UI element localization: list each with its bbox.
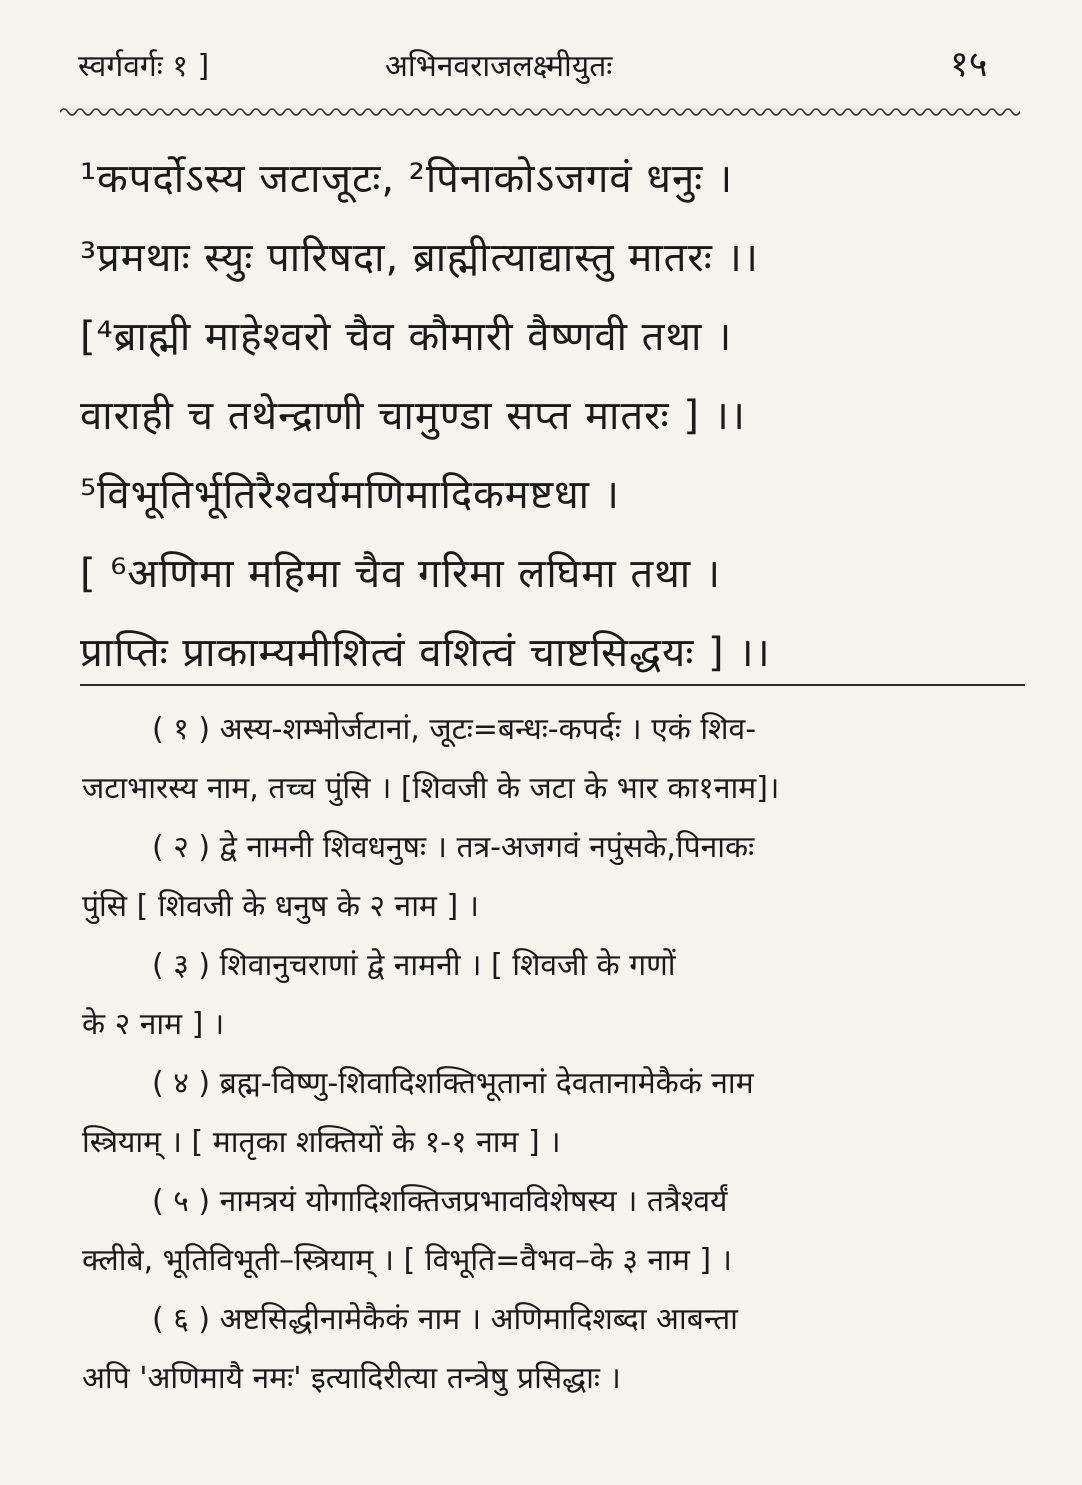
note-line: ( ३ ) शिवानुचराणां द्वे नामनी । [ शिवजी के गणों — [152, 948, 676, 983]
section-label: स्वर्गवर्गः १ ] — [78, 49, 210, 84]
note-line: ( ६ ) अष्टसिद्धीनामेकैकं नाम । अणिमादिशब्दा आबन्ता — [152, 1302, 738, 1337]
verse-line: [ ⁶अणिमा महिमा चैव गरिमा लघिमा तथा । — [80, 551, 722, 597]
note-line: क्लीबे, भूतिविभूती–स्त्रियाम् । [ विभूति=वैभव–के ३ नाम ] । — [82, 1243, 733, 1278]
verse-line: ³प्रमथाः स्युः पारिषदा, ब्राह्मीत्याद्यास्तु मातरः ।। — [80, 235, 759, 281]
verse-line: प्राप्तिः प्राकाम्यमीशित्वं वशित्वं चाष्टसिद्धयः ] ।। — [80, 630, 771, 676]
note-line: ( ५ ) नामत्रयं योगादिशक्तिजप्रभावविशेषस्य । तत्रैश्वर्यं — [152, 1184, 728, 1219]
note-line: ( १ ) अस्य-शम्भोर्जटानां, जूटः=बन्धः-कपर्दः । एकं शिव- — [152, 712, 757, 747]
note-line: पुंसि [ शिवजी के धनुष के २ नाम ] । — [82, 889, 480, 924]
verse-line: [⁴ब्राह्मी माहेश्वरो चैव कौमारी वैष्णवी तथा । — [80, 314, 733, 360]
page-header — [0, 38, 1082, 98]
verse-line: ¹कपर्दोऽस्य जटाजूटः, ²पिनाकोऽजगवं धनुः । — [80, 156, 734, 202]
verse-line: ⁵विभूतिर्भूतिरैश्वर्यमणिमादिकमष्टधा । — [80, 472, 620, 518]
running-title: अभिनवराजलक्ष्मीयुतः — [385, 49, 613, 84]
note-line: स्त्रियाम् । [ मातृका शक्तियों के १-१ नाम ] । — [82, 1125, 561, 1160]
page-number: १५ — [950, 44, 988, 85]
verse-line: वाराही च तथेन्द्राणी चामुण्डा सप्त मातरः ] ।। — [80, 393, 746, 439]
note-line: जटाभारस्य नाम, तच्च पुंसि । [शिवजी के जटा के भार का१नाम]। — [82, 771, 780, 806]
note-line: अपि 'अणिमायै नमः' इत्यादिरीत्या तन्त्रेषु प्रसिद्धाः । — [82, 1361, 621, 1396]
wavy-divider — [60, 102, 1020, 122]
note-line: ( ४ ) ब्रह्म-विष्णु-शिवादिशक्तिभूतानां देवतानामेकैकं नाम — [152, 1066, 754, 1101]
verse-block — [80, 140, 1040, 693]
note-line: ( २ ) द्वे नामनी शिवधनुषः । तत्र-अजगवं नपुंसके,पिनाकः — [152, 830, 755, 865]
footnote-rule — [80, 684, 1025, 686]
note-line: के २ नाम ] । — [82, 1007, 225, 1042]
footnotes — [82, 700, 1027, 1408]
